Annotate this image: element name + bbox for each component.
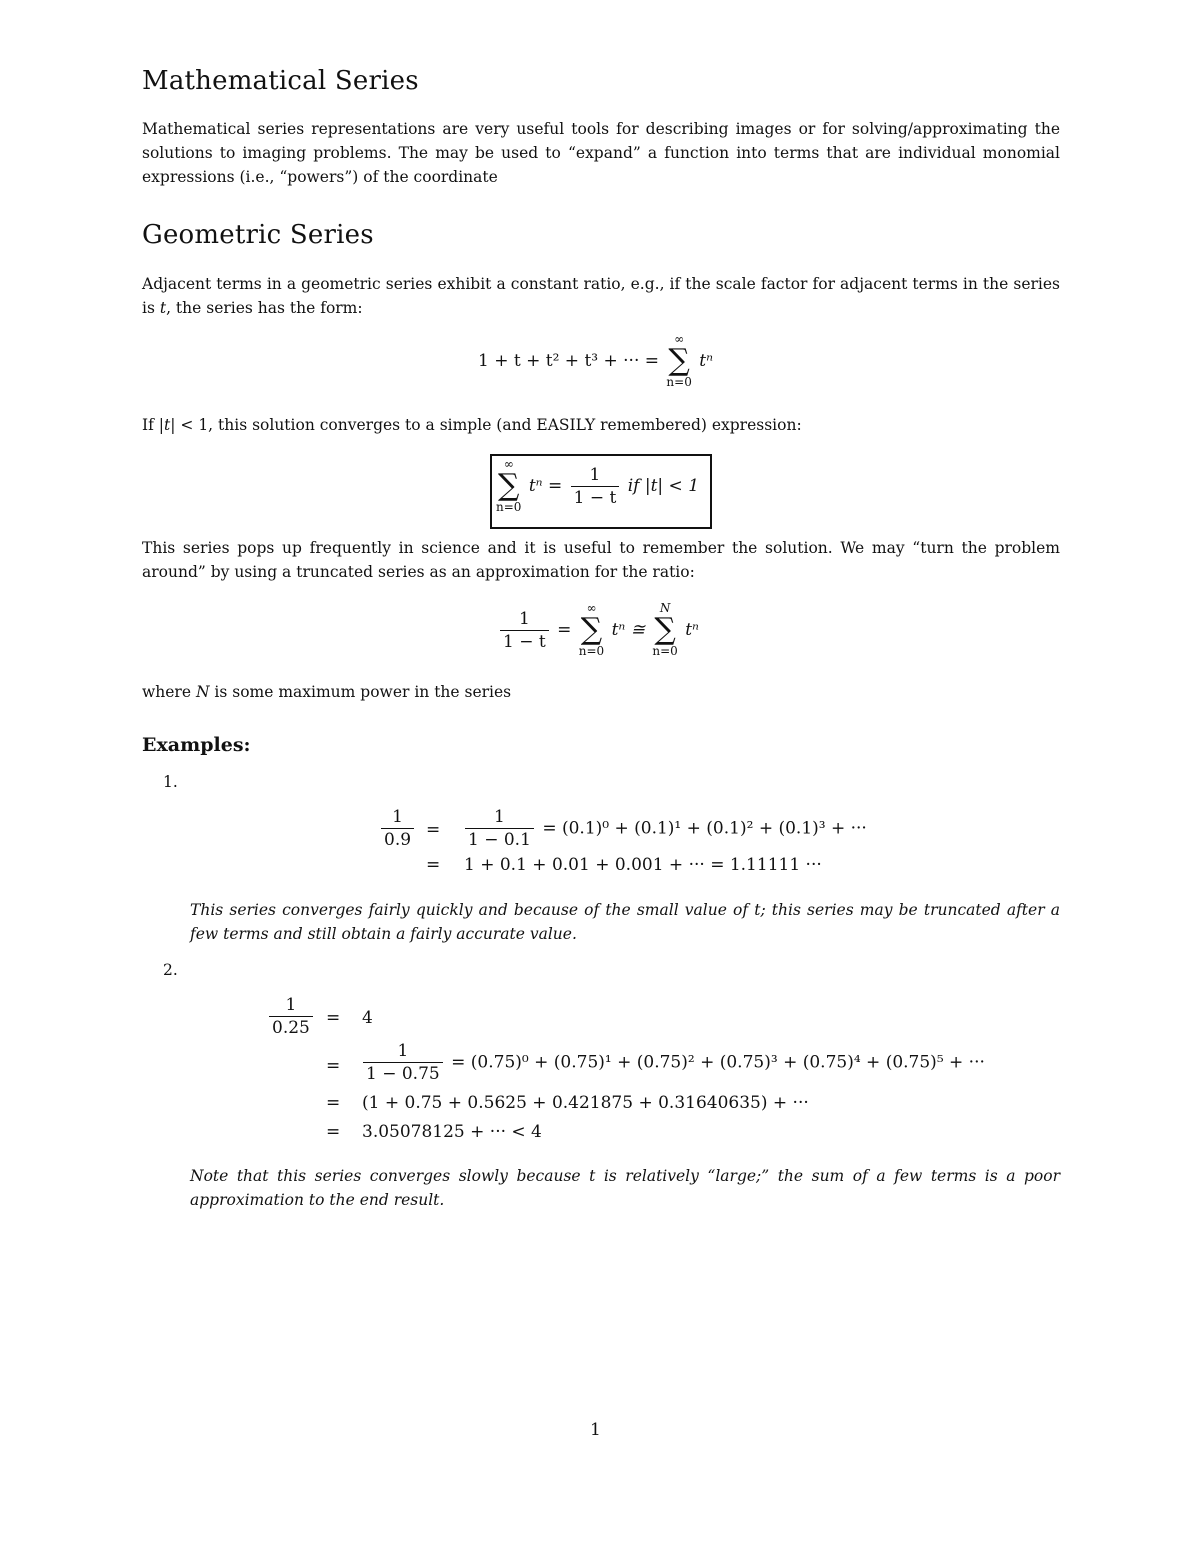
example-2-number: 2. [163,961,178,979]
fraction: $\frac{1}{1 - t}$ [571,464,620,509]
summation-symbol: ∞ ∑ n=0 [496,457,522,514]
where-sentence: where N is some maximum power in the series [142,683,512,701]
document-page: Mathematical Series Mathematical series representations are very useful tools for describing images or for solving/approximating the solutions to imaging problems. The may be used to “expand” a function into terms that are individual monomial expressions (i.e., “powers”) of the coordinate Geometric Series Adjacent terms in a geometric series exhibit a constant ratio, e.g., if the scale factor for adjacent terms in the series is t, the series has the form: 1 + t + t² + t³ + ··· = ∞ ∑ n=0 tⁿ If |t| < 1, this solution converges to a simple (and EASILY remembered) expression: ∞ ∑ n=0 tⁿ = $\frac{1}{1 - t}$ if |t| < 1 This series pops up frequently in science and it is useful to remember the solution. We may “turn the problem around” by using a truncated series as an approximation for the ratio: $\frac{1}{1 - t}$ = ∞ ∑ n=0 tⁿ ≅ N ∑ n=0 tⁿ where N is some maximum power in the series Examples: 1. $\frac{1}{0.9}$ = $\frac{1}{1 - 0.1}$ = (0.1)⁰ + (0.1)¹ + (0.1)² + (0.1)³ + ··· = 1 + 0.1 + 0.01 + 0.001 + ··· = 1.11111 ··· This series converges fairly quickly and because of the small value of t; this series may be truncated after a few terms and still obtain a fairly accurate value. 2. $\frac{1}{0.25}$ = 4 = $\frac{1}{1 - 0.75}$ = (0.75)⁰ + (0.75)¹ + (0.75)² + (0.75)³ + (0.75)⁴ + (0.75)⁵ + ··· = (1 + 0.75 + 0.5625 + 0.421875 + 0.31640635) + ··· = 3.05078125 + ··· < 4 Note that this series converges slowly because t is relatively “large;” the sum of a few terms is a poor approximation to the end result. 1 [142,66,1060,1440]
geometric-paragraph-3: This series pops up frequently in science and it is useful to remember the solution. We may “turn the problem around” by using a truncated series as an approximation for the ratio: [142,539,1060,581]
page-number: 1 [590,1420,601,1440]
page-title: Mathematical Series [142,66,419,96]
summation-symbol: ∞ ∑ n=0 [666,332,692,389]
equation-geometric-series: 1 + t + t² + t³ + ··· = ∞ ∑ n=0 tⁿ [478,332,713,389]
summation-symbol: N ∑ n=0 [652,601,678,658]
example-1-number: 1. [163,773,178,791]
geometric-paragraph-1: Adjacent terms in a geometric series exhibit a constant ratio, e.g., if the scale factor for adjacent terms in the series is t, the series has the form: [142,275,1060,317]
fraction: $\frac{1}{0.9}$ [381,806,414,851]
examples-heading: Examples: [142,734,251,756]
example-1-note: This series converges fairly quickly and because of the small value of t; this series may be truncated after a few terms and still obtain a fairly accurate value. [190,901,1060,943]
geometric-paragraph-2: If |t| < 1, this solution converges to a simple (and EASILY remembered) expression: [142,416,802,434]
equation-truncated-series: $\frac{1}{1 - t}$ = ∞ ∑ n=0 tⁿ ≅ N ∑ n=0 tⁿ [497,602,699,658]
example-2-note: Note that this series converges slowly because t is relatively “large;” the sum of a few terms is a poor approximation to the end result. [190,1167,1060,1209]
fraction: $\frac{1}{0.25}$ [269,994,313,1039]
section-heading-geometric: Geometric Series [142,220,374,250]
intro-paragraph: Mathematical series representations are very useful tools for describing images or for solving/approximating the solutions to imaging problems. The may be used to “expand” a function into terms that are individual monomial expressions (i.e., “powers”) of the coordinate [142,120,1060,186]
fraction: $\frac{1}{1 - 0.75}$ [363,1040,443,1085]
fraction: $\frac{1}{1 - t}$ [500,608,549,653]
boxed-equation: ∞ ∑ n=0 tⁿ = $\frac{1}{1 - t}$ if |t| < 1 [496,457,700,514]
summation-symbol: ∞ ∑ n=0 [578,601,605,658]
fraction: $\frac{1}{1 - 0.1}$ [465,806,534,851]
